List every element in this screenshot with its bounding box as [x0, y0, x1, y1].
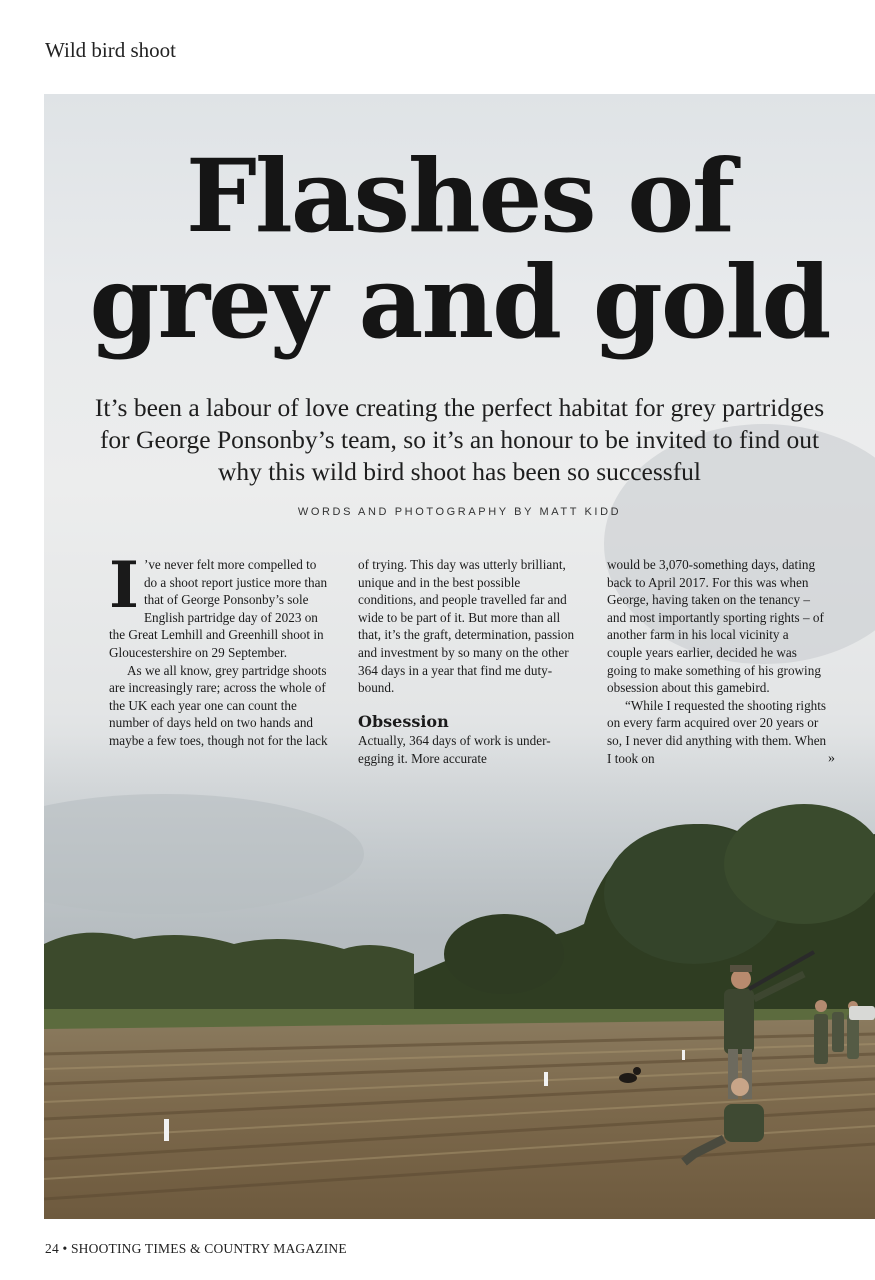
- article-column-2: [358, 556, 578, 768]
- headline-line-2: grey and gold: [89, 243, 830, 361]
- paragraph: “While I requested the shooting rights on every farm acquired over 20 years or so, I never did anything with them. When I took on: [607, 697, 827, 766]
- feature-photo: [44, 94, 875, 1219]
- paragraph: of trying. This day was utterly brilliant, unique and in the best possible conditions, and people travelled far and wide to be part of it. But more than all that, it’s the graft, determination, passion and investment by so many on the other 364 days in a year that find me duty-bound.: [358, 557, 575, 696]
- opening-paragraph: [109, 548, 329, 662]
- subheading: Obsession: [358, 711, 449, 731]
- standfirst: It’s been a labour of love creating the perfect habitat for grey partridges for George Ponsonby’s team, so it’s an honour to be invited to find out why this wild bird shoot has been so successful: [94, 393, 825, 486]
- paragraph: would be 3,070-something days, dating back to April 2017. For this was when George, having taken on the tenancy – and most importantly sporting rights – of another farm in his local vicinity a couple years earlier, decided he was going to make something of his growing obsession about this gamebird.: [607, 557, 824, 696]
- page-footer: 24 • SHOOTING TIMES & COUNTRY MAGAZINE: [45, 1241, 347, 1256]
- article-column-1: [109, 548, 329, 750]
- double-chevron-right-icon: »: [828, 750, 835, 766]
- paragraph: Actually, 364 days of work is under-egging it. More accurate: [358, 733, 551, 766]
- paragraph: As we all know, grey partridge shoots are increasingly rare; across the whole of the UK each year one can count the number of days held on two hands and maybe a few toes, though not for the lack: [109, 662, 328, 748]
- section-label: Wild bird shoot: [45, 38, 176, 62]
- headline-line-1: Flashes of: [185, 137, 734, 255]
- paragraph-text: ’ve never felt more compelled to do a shoot report justice more than that of George Ponsonby’s sole English partridge day of 2023 on the Great Lemhill and Greenhill shoot in Gloucestershire on 29 September.: [109, 557, 328, 660]
- byline: WORDS AND PHOTOGRAPHY BY MATT KIDD: [297, 506, 622, 518]
- article-column-3: [607, 556, 835, 767]
- drop-cap: I: [109, 548, 139, 623]
